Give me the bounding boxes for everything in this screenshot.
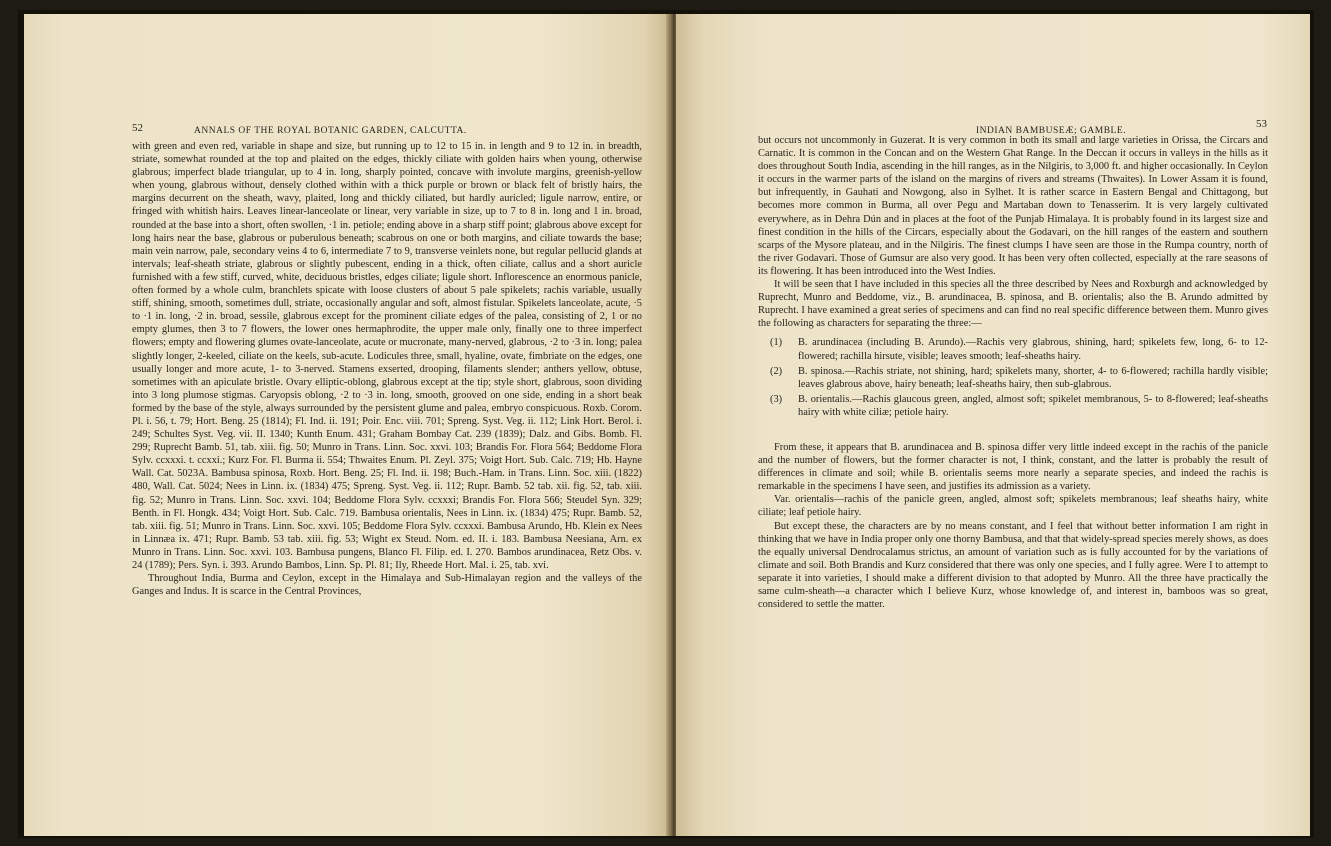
right-paragraph: but occurs not uncommonly in Guzerat. It is very common in both its small and large varieties in Orissa, the Circars and Carnatic. It is common in the Concan and on the Western Ghat Range. In the Deccan it occurs in valleys in the hills as it does throughout South India, ascending in the hill ranges, as in the Nilgiris, to 3,000 ft. and higher occasionally. In Ceylon it occurs in the warmer parts of the island on the margins of rivers and streams (Thwaites). In Lower Assam it is found, but infrequently, in Gauhati and Nowgong, also in Sylhet. It is rather scarce in Eastern Bengal and Chittagong, but becomes more common in Burma, all over Pegu and Martaban down to Tenasserim. It is very largely cultivated everywhere, as in Dehra Dún and in places at the foot of the Punjab Himalaya. It is probably found in its largest size and finest condition in the hills of the Circars, especially about the Godavari, on the hill ranges of the eastern and southern scarps of the Mysore plateau, and in the Nilgiris. The finest clumps I have seen are those in the Rumpa country, north of the river Godavari. Those of Gumsur are also very good. It has been very often collected, especially at the rare seasons of its flowering. It has been introduced into the West Indies. [758,135,1268,277]
list-item [758,336,1268,362]
left-running-head: ANNALS OF THE ROYAL BOTANIC GARDEN, CALCUTTA. [194,126,467,136]
right-paragraph: From these, it appears that B. arundinacea and B. spinosa differ very little indeed except in the rachis of the panicle and the number of flowers, but the former character is not, I think, constant, and the latter is probably the result of differences in climate and soil; while B. orientalis seems more nearly a separate species, and indeed the rachis is remarkable in the specimens I have seen, and justifies its admission as a variety. [758,441,1268,493]
right-page-number: 53 [1256,118,1267,130]
list-item-number: (1) [770,337,783,349]
right-paragraph: It will be seen that I have included in this species all the three described by Nees and Roxburgh and acknowledged by Ruprecht, Munro and Beddome, viz., B. arundinacea, B. spinosa, and B. orientalis; also the B. Arundo admitted by Ruprecht. I have examined a great series of specimens and can find no real specific difference between them. Munro gives the following as characters for separating the three:— [758,279,1268,330]
right-running-head: INDIAN BAMBUSEÆ; GAMBLE. [976,126,1127,136]
left-page-number: 52 [132,122,143,134]
list-item-text: B. spinosa.—Rachis striate, not shining, hard; spikelets many, shorter, 4- to 6-flowered; rachilla hardly visible; leaves glabrous above, hairy beneath; leaf-sheaths hairy, then sub-glabrous. [798,365,1268,390]
right-text-column [758,134,1268,611]
left-paragraph: with green and even red, variable in shape and size, but running up to 12 to 15 in. in length and 9 to 12 in. in breadth, striate, somewhat rounded at the top and plaited on the edges, thickly ciliate with golden hairs when young, otherwise glabrous; imperfect blade triangular, up to 4 in. long, sharply pointed, concave with involute margins, greenish-yellow when young, glabrous without, densely clothed within with a thick purple or brown or black felt of bristly hairs, the margins decurrent on the sheath, wavy, plaited, long and thickly ciliated, but hardly auricled; ligule narrow, entire, or fringed with whitish hairs. Leaves linear-lanceolate or linear, very variable in size, up to 7 to 8 in. long and 1 in. broad, rounded at the base into a short, often swollen, ·1 in. petiole; ending above in a sharp stiff point; glabrous above except for long hairs near the base, glabrous or puberulous beneath; scabrous on one or both margins, and ciliate towards the base; main vein narrow, pale, secondary veins 4 to 6, intermediate 7 to 9, transverse veinlets none, but regular pellucid glands at intervals; leaf-sheath striate, glabrous or slightly pubescent, ending in a thick, often ciliate, callus and a short auricle furnished with a few stiff, curved, white, deciduous bristles, edges ciliate; ligule short. Inflorescence an enormous panicle, often formed by a whole culm, branchlets spicate with loose clusters of about 5 pale spikelets; rachis variable, usually stiff, shining, smooth, sometimes dull, striate, occasionally angular and soft, almost fistular. Spikelets lanceolate, acute, ·5 to ·1 in. long, ·2 in. broad, sessile, glabrous except for the prominent ciliate edges of the palea, consisting of 2, 1 or no empty glumes, then 3 to 7 flowers, the lower ones hermaphrodite, the upper male only, finally one to three imperfect flowers; empty and flowering glumes ovate-lanceolate, acute or mucronate, many-nerved, glabrous, ·2 to ·3 in. long; palea slightly longer, 2-keeled, ciliate on the keels, sub-acute. Lodicules three, small, hyaline, ovate, fimbriate on the edges, one usually longer and more acute, 1- to 3-nerved. Stamens exserted, drooping, filaments slender; anthers yellow, obtuse, sometimes with an apiculate bristle. Ovary elliptic-oblong, glabrous except at the tip; style short, glabrous, soon dividing into 3 long plumose stigmas. Caryopsis oblong, ·2 to ·3 in. long, smooth, grooved on one side, ending in a short beak formed by the base of the style, always surrounded by the persistent glume and palea, embryo conspicuous. Roxb. Corom. Pl. i. 56, t. 79; Hort. Beng. 25 (1814); Fl. Ind. ii. 191; Poir. Enc. viii. 701; Spreng. Syst. Veg. ii. 112; Link Hort. Berol. i. 249; Schultes Syst. Veg. vii. II. 1340; Kunth Enum. 431; Graham Bombay Cat. 239 (1839); Dalz. and Gibs. Bomb. Fl. 299; Ruprecht Bamb. 51, tab. xiii. fig. 50; Munro in Trans. Linn. Soc. xxvi. 103; Brandis For. Flora 564; Beddome Flora Sylv. ccxxxi. t. ccxxi.; Kurz For. Fl. Burma ii. 554; Thwaites Enum. Pl. Zeyl. 375; Voigt Hort. Sub. Calc. 719; Hb. Hayne Wall. Cat. 5023A. Bambusa spinosa, Roxb. Hort. Beng. 25; Fl. Ind. ii. 198; Buch.-Ham. in Trans. Linn. Soc. xiii. (1822) 480, Wall. Cat. 5024; Nees in Linn. ix. (1834) 475; Spreng. Syst. Veg. ii. 112; Rupr. Bamb. 52 tab. xii. fig. 52, tab. xiii. fig. 52; Munro in Trans. Linn. Soc. xxvi. 104; Beddome Flora Sylv. ccxxxi; Brandis For. Flora 566; Steudel Syn. 329; Benth. in Fl. Hongk. 434; Voigt Hort. Sub. Calc. 719. Bambusa orientalis, Nees in Linn. ix. (1834) 475; Rupr. Bamb. 52, tab. xiii. fig. 51; Munro in Trans. Linn. Soc. xxvi. 105; Beddome Flora Sylv. ccxxxi. Bambusa Arundo, Hb. Klein ex Nees in Linnæa ix. 471; Rupr. Bamb. 53 tab. xiii. fig. 53; Wight ex Steud. Nom. ed. II. i. 183. Bambusa Neesiana, Arn. ex Munro in Trans. Linn. Soc. xxvi. 103. Bambusa pungens, Blanco Fl. Filip. ed. I. 270. Bambos arundinacea, Retz Obs. v. 24 (1789); Pers. Syn. i. 393. Arundo Bambos, Linn. Sp. Pl. 81; Ily, Rheede Hort. Mal. i. 25, tab. xvi. [132,141,642,571]
list-item-number: (2) [770,365,783,377]
right-page [676,14,1310,836]
list-item-text: B. orientalis.—Rachis glaucous green, angled, almost soft; spikelet membranous, 5- to 8-flowered; leaf-sheaths hairy with white ciliæ; petiole hairy. [798,393,1268,418]
list-item-number: (3) [770,393,783,405]
left-page [24,14,670,836]
list-item [758,393,1268,419]
munro-characters-list [758,336,1268,419]
right-paragraph: Var. orientalis—rachis of the panicle green, angled, almost soft; spikelets membranous; leaf sheaths hairy, white ciliate; leaf petiole hairy. [758,494,1268,519]
list-item-text: B. arundinacea (including B. Arundo).—Rachis very glabrous, shining, hard; spikelets few, long, 6- to 12-flowered; rachilla hirsute, visible; leaves smooth; leaf-sheaths hairy. [798,337,1268,362]
list-item [758,365,1268,391]
open-book [18,10,1314,838]
left-paragraph: Throughout India, Burma and Ceylon, except in the Himalaya and Sub-Himalayan region and the valleys of the Ganges and Indus. It is scarce in the Central Provinces, [132,573,642,598]
left-text-column [132,140,642,598]
right-paragraph: But except these, the characters are by no means constant, and I feel that without better information I am right in thinking that we have in India proper only one thorny Bambusa, and that that widely-spread species merely shows, as does the equally universal Dendrocalamus strictus, an amount of variation such as is fully accounted for by the variations of climate and soil. Both Brandis and Kurz considered that there was only one species, and I fully agree. Were I to attempt to separate it into varieties, I should make a different division to that adopted by Munro. All the three have practically the same culm-sheath—a character which I believe Kurz, whose knowledge of, and interest in, bamboos was so great, considered to settle the matter. [758,520,1268,611]
